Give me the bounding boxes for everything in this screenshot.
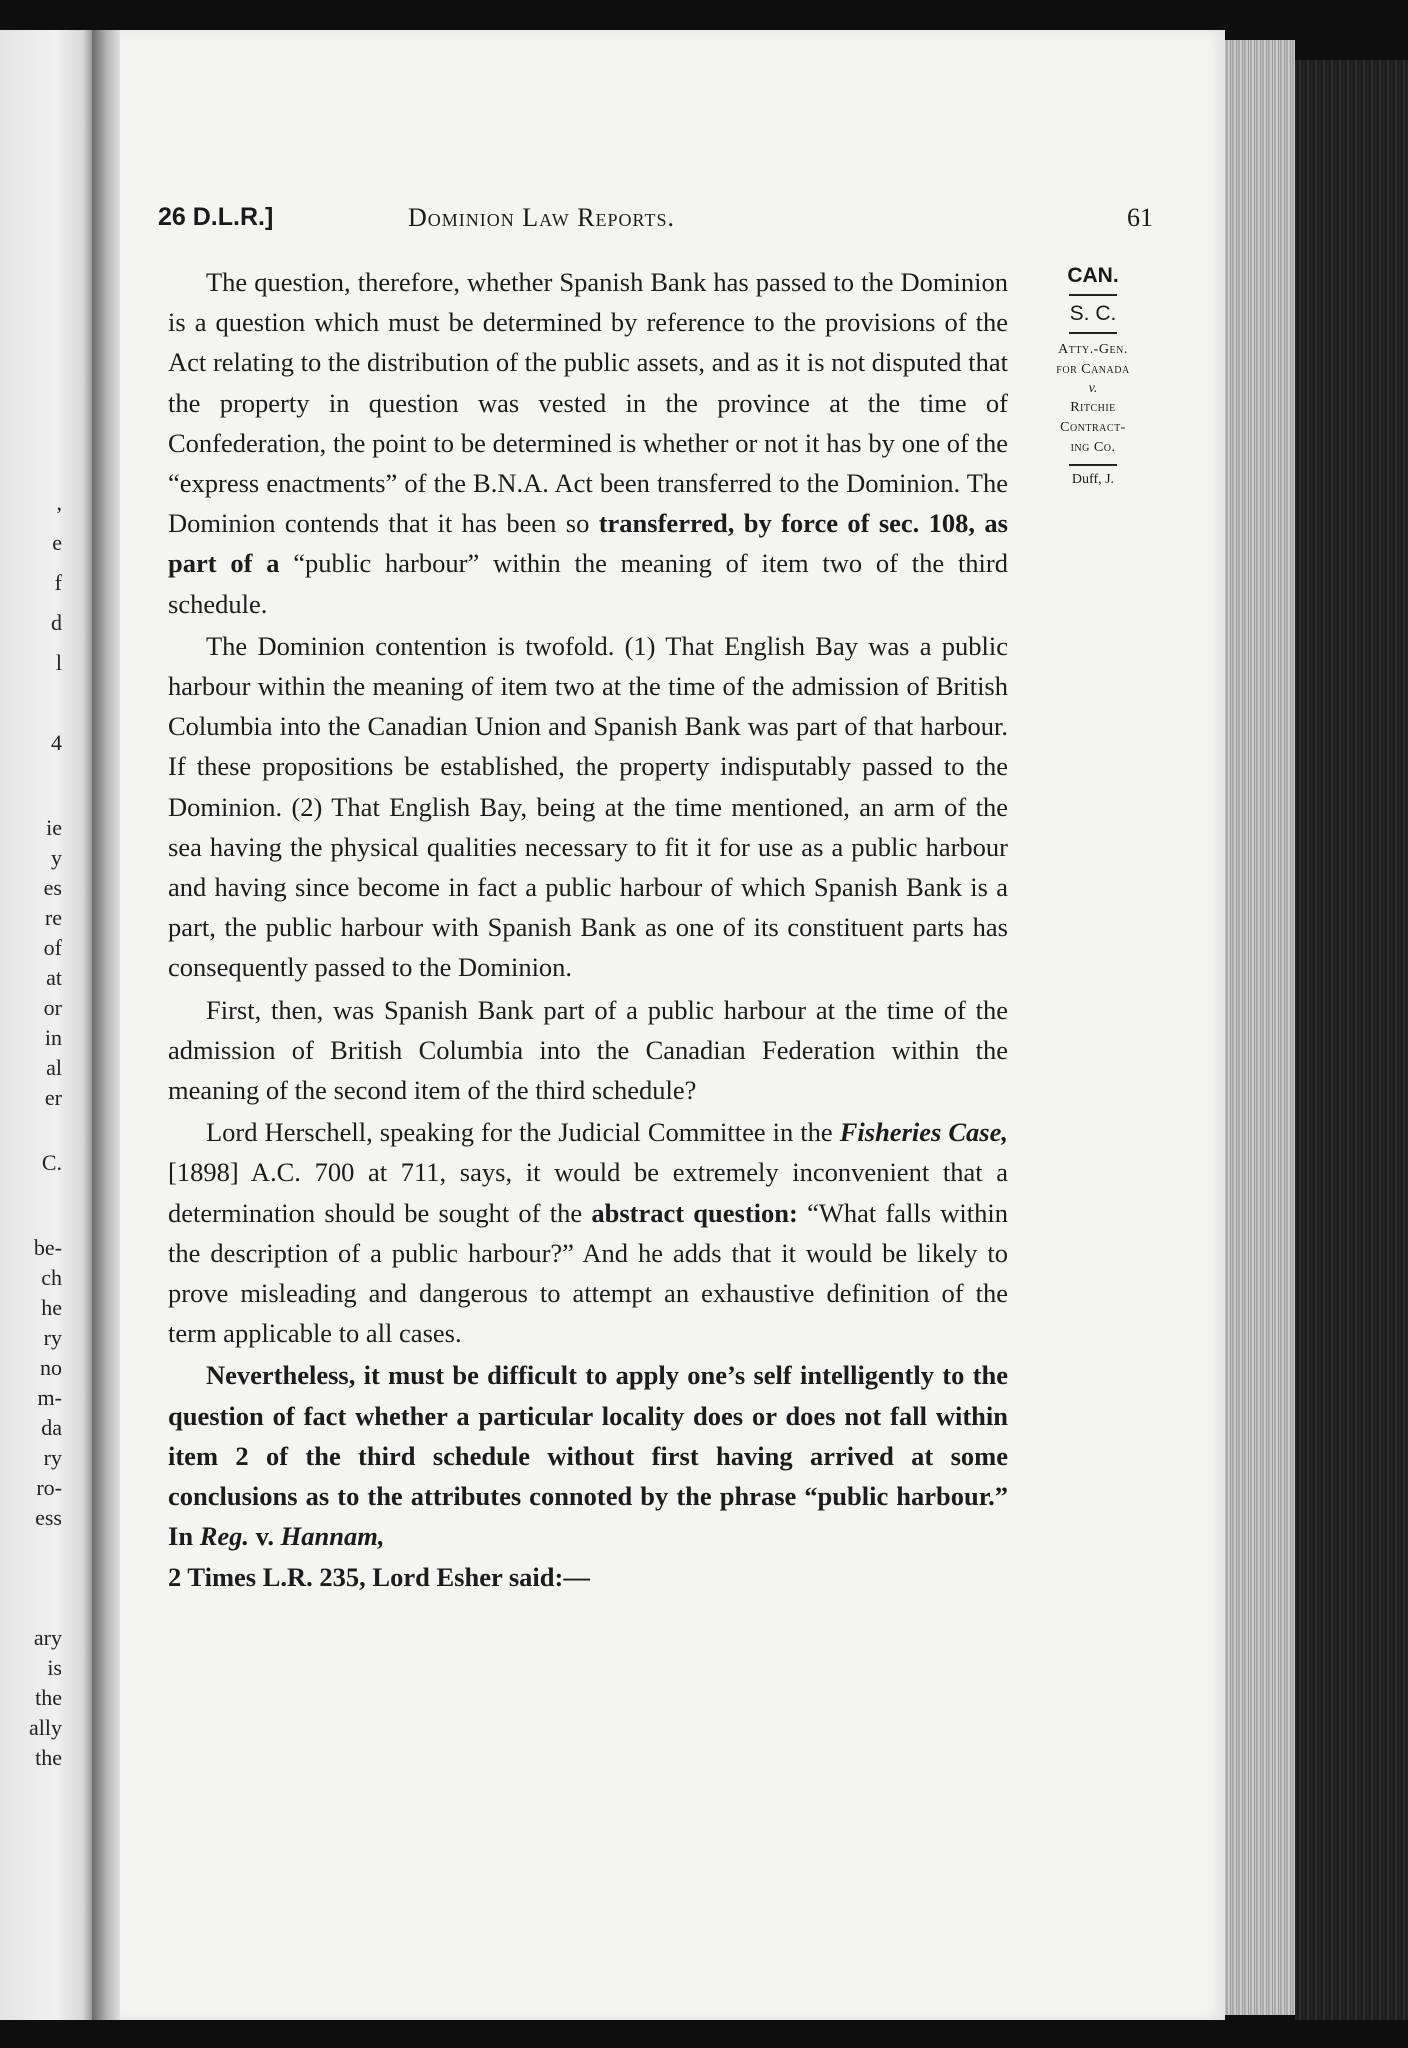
- judge-label: Duff, J.: [1071, 472, 1115, 487]
- party-one-line: Atty.-Gen.: [1058, 342, 1128, 357]
- left-page-fragment: er: [44, 1085, 62, 1110]
- paragraph-5: Nevertheless, it must be difficult to apply one’s self intelligently to the question of fact whether a particular locality does or does not fall within item 2 of the third schedule without first having arrived at some conclusions as to the attributes connoted by the phrase “public harbour.” In Reg. v. Hannam, 2 Times L.R. 235, Lord Esher said:—: [168, 1360, 1008, 1592]
- volume-label: 26 D.L.R.]: [158, 203, 274, 231]
- left-page-fragment: is: [47, 1655, 62, 1680]
- paragraph-4: Lord Herschell, speaking for the Judicial Committee in the Fisheries Case, [1898] A.C. 700 at 711, says, it would be extremely inconvenient that a determination should be sought of the abstract question: “What falls within the description of a public harbour?” And he adds that it would be likely to prove misleading and dangerous to attempt an exhaustive definition of the term applicable to all cases.: [168, 1117, 1009, 1349]
- rule-divider: [1069, 294, 1117, 296]
- left-page-fragment: ie: [46, 815, 62, 840]
- division-label: S. C.: [1069, 302, 1117, 325]
- left-page-fragment: f: [54, 570, 62, 595]
- left-page-fragment: at: [46, 965, 62, 990]
- left-page-fragment: ry: [43, 1445, 62, 1470]
- left-page-fragment: e: [52, 530, 62, 555]
- versus-label: v.: [1088, 381, 1098, 396]
- left-page-fragment: ary: [33, 1625, 62, 1650]
- court-label: CAN.: [1067, 264, 1119, 287]
- running-header: [158, 203, 1153, 243]
- left-page-fragment: he: [41, 1295, 62, 1320]
- rule-divider: [1069, 464, 1117, 466]
- left-page-fragment: no: [40, 1355, 62, 1380]
- left-page-fragment: es: [43, 875, 62, 900]
- left-page-fragment: al: [46, 1055, 62, 1080]
- case-name: Fisheries Case,: [839, 1117, 1008, 1148]
- left-page-fragment: in: [44, 1025, 62, 1050]
- left-page-fragment: of: [43, 935, 62, 960]
- page-number: 61: [1127, 203, 1153, 232]
- left-page-fragment: ro-: [36, 1475, 62, 1500]
- party-two-line: ing Co.: [1070, 440, 1116, 455]
- case-name: Hannam,: [280, 1521, 385, 1552]
- left-page-fragment: re: [44, 905, 62, 930]
- left-page-fragment: m-: [37, 1385, 62, 1410]
- journal-title: Dominion Law Reports.: [408, 203, 675, 232]
- body-text: [168, 262, 1008, 1597]
- rule-divider: [1069, 332, 1117, 334]
- left-page-fragment: ch: [41, 1265, 62, 1290]
- left-page-fragment: ,: [56, 490, 62, 515]
- paragraph-3: First, then, was Spanish Bank part of a public harbour at the time of the admission of British Columbia into the Canadian Federation within the meaning of the second item of the third schedule?: [168, 994, 1008, 1106]
- party-two-line: Ritchie: [1070, 400, 1116, 415]
- left-page-fragment: or: [43, 995, 62, 1020]
- page-edges: [1225, 40, 1295, 2015]
- left-page-fragment: the: [35, 1745, 62, 1770]
- left-page-fragment: da: [41, 1415, 62, 1440]
- paragraph-1: The question, therefore, whether Spanish Bank has passed to the Dominion is a question which must be determined by reference to the provisions of the Act relating to the distribution of the public assets, and as it is not disputed that the property in question was vested in the province at the time of Confederation, the point to be determined is whether or not it has by one of the “express enactments” of the B.N.A. Act been transferred to the Dominion. The Dominion contends that it has been so transferred, by force of sec. 108, as part of a “public harbour” within the meaning of item two of the third schedule.: [168, 267, 1008, 619]
- left-page-fragment: 4: [51, 730, 62, 755]
- book-gutter: [92, 30, 122, 2020]
- side-margin-note: [1018, 264, 1168, 488]
- paragraph-2: The Dominion contention is twofold. (1) That English Bay was a public harbour within the meaning of item two at the time of the admission of British Columbia into the Canadian Union and Spanish Bank was part of that harbour. If these propositions be established, the property indisputably passed to the Dominion. (2) That English Bay, being at the time mentioned, an arm of the sea having the physical qualities necessary to fit it for use as a public harbour and having since become in fact a public harbour of which Spanish Bank is a part, the public harbour with Spanish Bank as one of its constituent parts has consequently passed to the Dominion.: [168, 630, 1008, 983]
- book-cover-edge: [1295, 60, 1408, 2020]
- left-page-fragment: ally: [29, 1715, 62, 1740]
- party-two-line: Contract-: [1060, 420, 1126, 435]
- left-page-fragment: l: [55, 650, 62, 675]
- left-page-fragment: the: [35, 1685, 62, 1710]
- party-one-line: for Canada: [1056, 362, 1130, 377]
- left-page-fragment: C.: [41, 1150, 62, 1175]
- left-page-fragment: ess: [35, 1505, 62, 1530]
- case-name: Reg.: [199, 1521, 249, 1552]
- left-page-fragment: be-: [33, 1235, 62, 1260]
- left-page-fragment: d: [51, 610, 62, 635]
- left-page-fragment: y: [51, 845, 62, 870]
- left-page-fragment: ry: [43, 1325, 62, 1350]
